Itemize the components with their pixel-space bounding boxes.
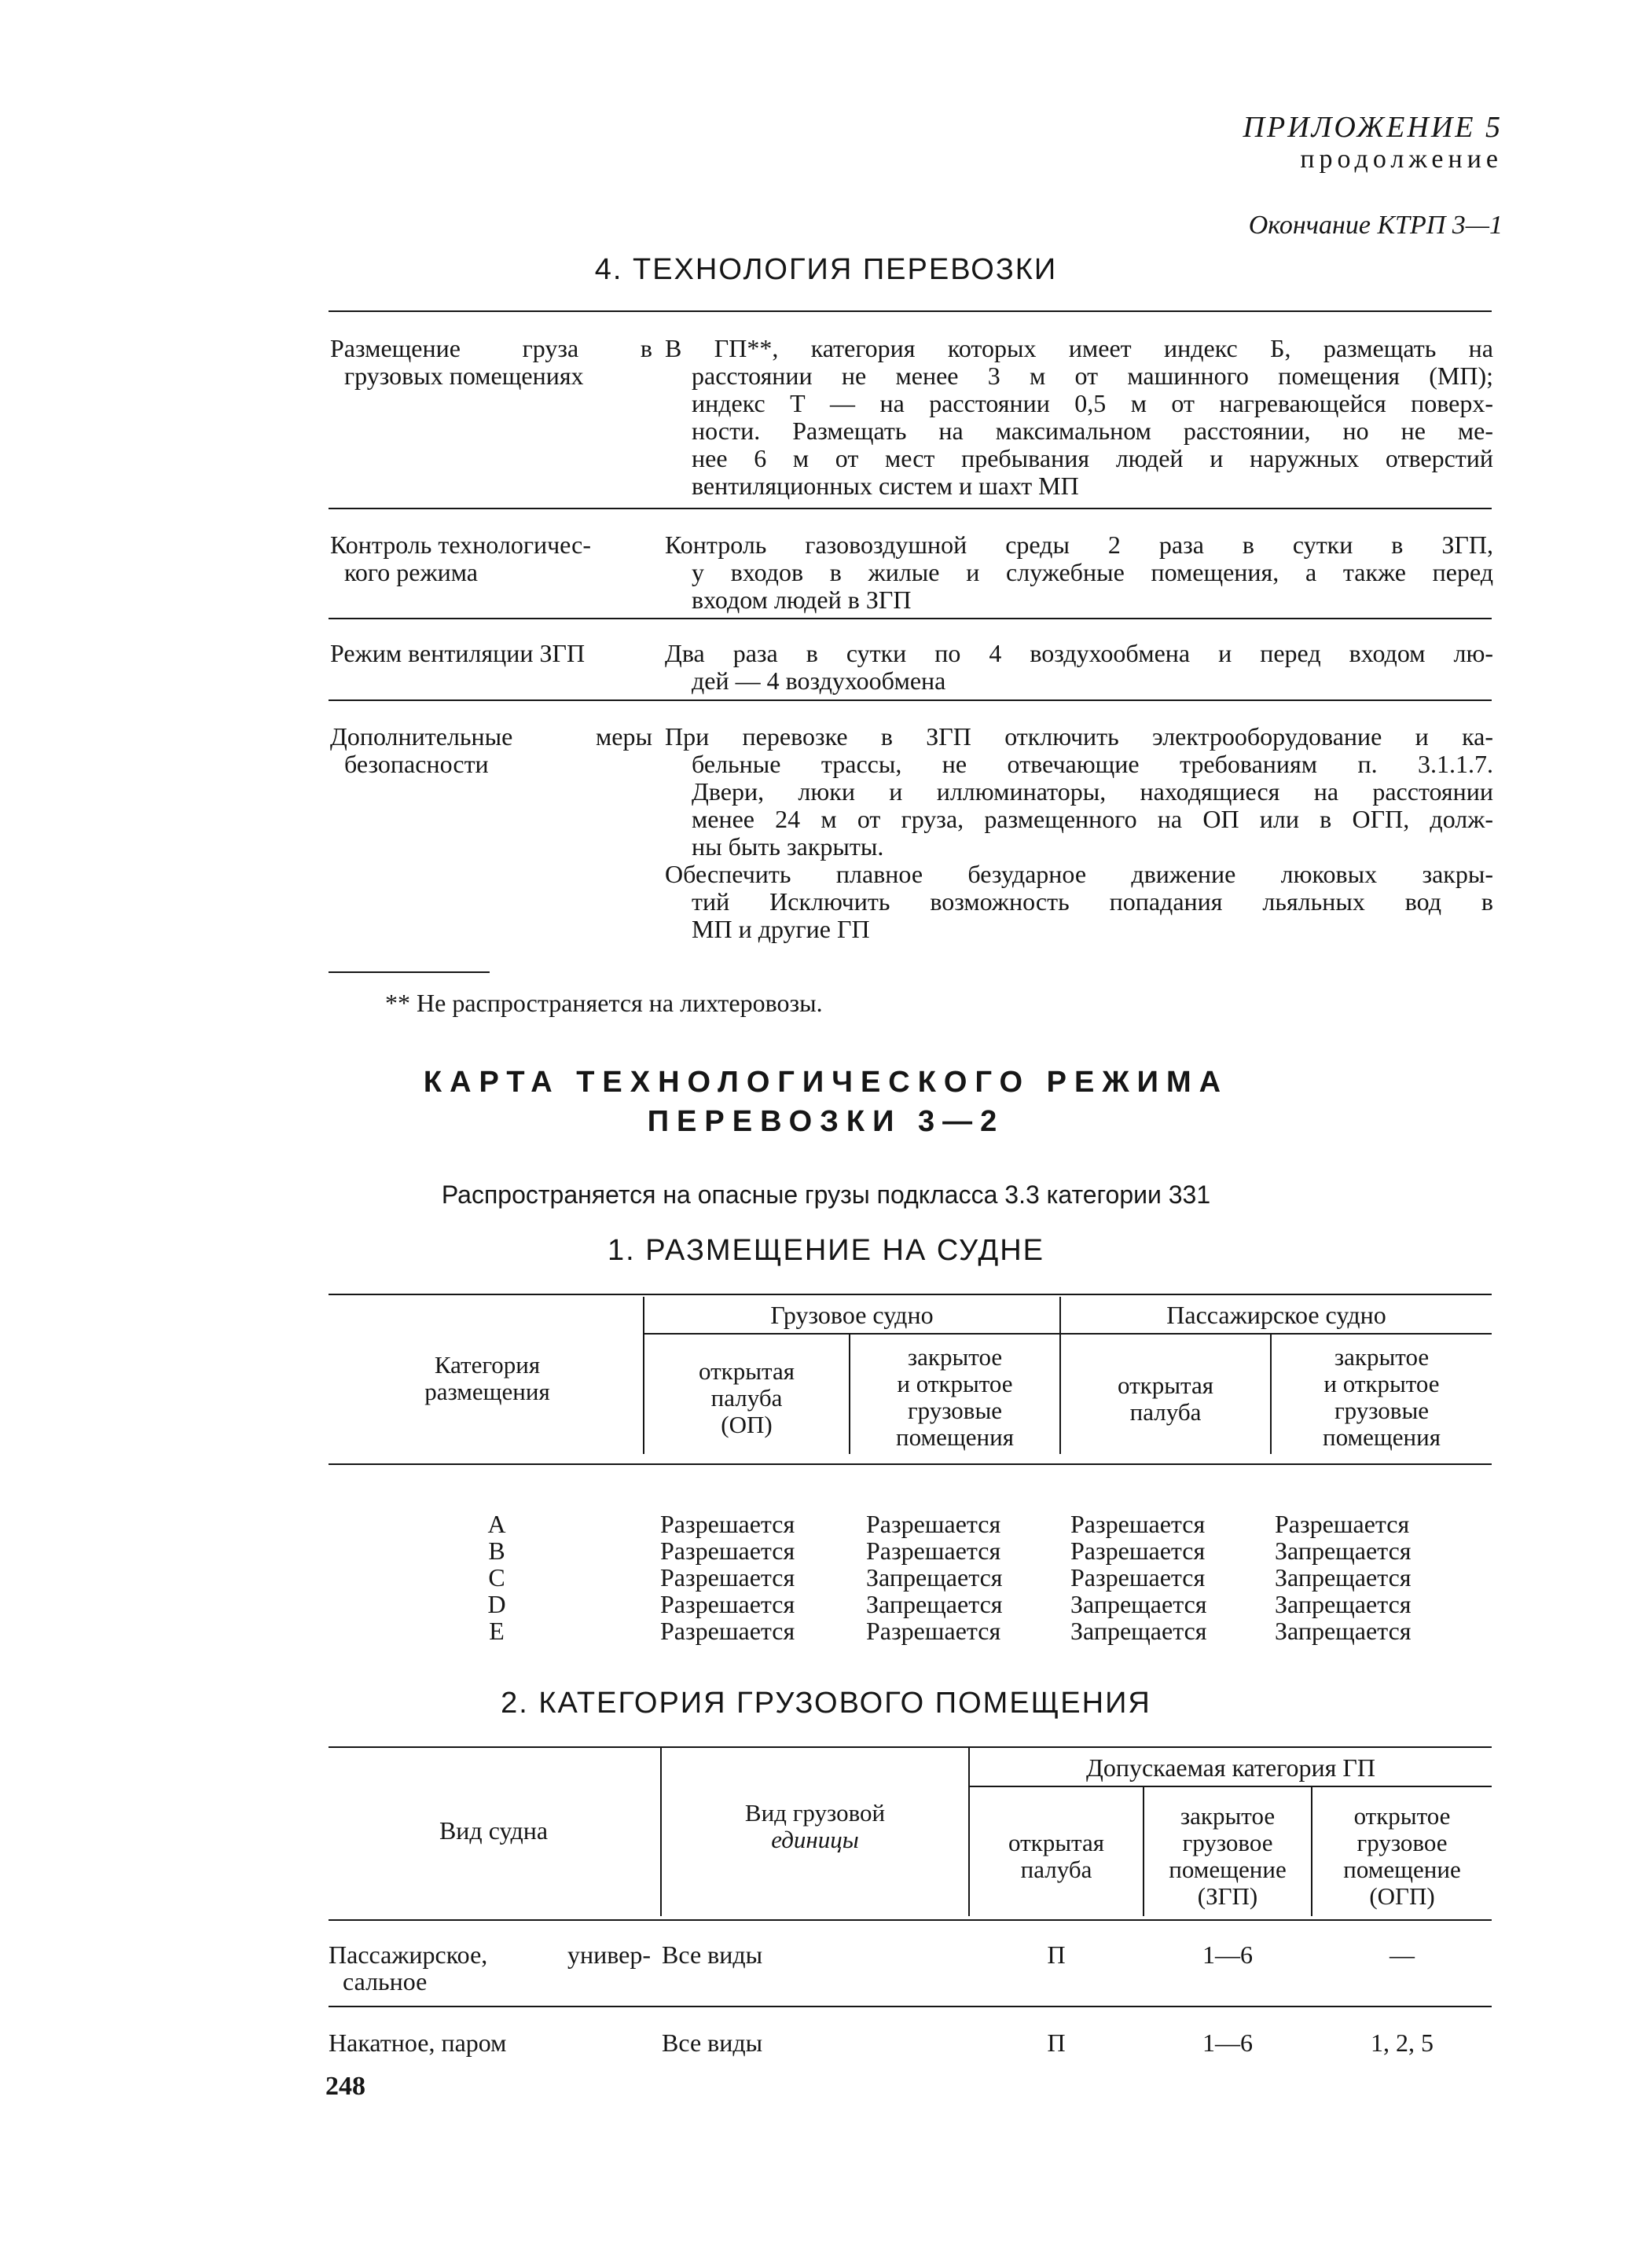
header-line: и открытое (897, 1370, 1013, 1397)
text-line: ны быть закрыты. (692, 832, 884, 861)
value-cell: Разрешается (866, 1617, 1001, 1645)
text-line: ности. Размещать на максимальном расстоянии, но не ме- (692, 417, 1493, 445)
ogp-cell: — (1390, 1940, 1415, 1969)
zgp-cell: 1—6 (1202, 1940, 1253, 1969)
page-number: 248 (325, 2072, 365, 2101)
row-label-line: безопасности (344, 750, 489, 778)
text-line: нее 6 м от мест пребывания людей и наружных отверстий (692, 444, 1493, 472)
ship-type-cell (329, 2029, 506, 2056)
row-label-control (330, 531, 652, 586)
header-line: размещения (424, 1378, 550, 1405)
text-line: Два раза в сутки по 4 воздухообмена и перед входом лю- (665, 639, 1493, 667)
row-divider (329, 508, 1492, 509)
value-cell: Запрещается (1275, 1590, 1412, 1618)
col-header-category (338, 1352, 637, 1405)
header-line: Вид грузовой (744, 1799, 886, 1827)
col-header-open-hold-ogp (1312, 1803, 1492, 1910)
header-line: (ОГП) (1369, 1882, 1435, 1910)
text-line: у входов в жилые и служебные помещения, а также перед (692, 558, 1493, 586)
value-cell: Разрешается (660, 1563, 795, 1592)
group-header-cargo-ship: Грузовое судно (770, 1301, 934, 1329)
text-line: бельные трассы, не отвечающие требованиям п. 3.1.1.7. (692, 750, 1493, 778)
value-cell: Разрешается (866, 1510, 1001, 1538)
header-line: открытое (1353, 1802, 1451, 1830)
text-line: расстоянии не менее 3 м от машинного помещения (МП); (692, 362, 1493, 390)
table2-header-bottom-rule (329, 1919, 1492, 1921)
text-line: входом людей в ЗГП (692, 586, 912, 614)
value-cell: Запрещается (1070, 1590, 1207, 1618)
header-line: помещение (1343, 1856, 1461, 1883)
value-cell: Разрешается (660, 1510, 795, 1538)
category-cell: C (488, 1563, 505, 1592)
text-line: индекс Т — на расстоянии 0,5 м от нагревающейся поверх- (692, 389, 1493, 417)
header-line: закрытое (907, 1343, 1003, 1371)
row-label-line: кого режима (344, 558, 478, 586)
row-label-placement (330, 335, 652, 390)
group-header-passenger-ship: Пассажирское судно (1166, 1301, 1386, 1329)
header-line: палуба (710, 1384, 783, 1412)
col-header-closed-holds (850, 1344, 1059, 1451)
col-header-closed-holds-passenger (1272, 1344, 1492, 1451)
col-header-open-deck-passenger (1061, 1372, 1270, 1426)
header-line: палуба (1020, 1856, 1092, 1883)
col-header-open-deck (644, 1358, 849, 1438)
footnote-rule (329, 971, 490, 973)
value-cell: Запрещается (1070, 1617, 1207, 1645)
col-header-cargo-unit (662, 1800, 968, 1853)
zgp-cell: 1—6 (1202, 2029, 1253, 2057)
category-cell: B (488, 1537, 505, 1565)
text-line: Контроль газовоздушной среды 2 раза в сутки в ЗГП, (665, 531, 1493, 559)
header-line: открытая (699, 1357, 795, 1385)
table-top-rule (329, 310, 1492, 312)
ship-type-cell (329, 1941, 651, 1995)
card-scope: Распространяется на опасные грузы подкласса 3.3 категории 331 (441, 1180, 1211, 1209)
row-label-line: грузовых помещениях (344, 362, 584, 390)
header-line: помещения (1323, 1423, 1441, 1451)
table1-top-rule (329, 1294, 1492, 1295)
card-title-line2: ПЕРЕВОЗКИ 3—2 (647, 1105, 1005, 1138)
col-header-open-deck-2 (970, 1830, 1143, 1883)
header-line: помещения (896, 1423, 1014, 1451)
col-header-ship-type: Вид судна (439, 1816, 549, 1845)
cell-line: сальное (343, 1967, 428, 1995)
cell-line: Пассажирское, универ- (329, 1940, 651, 1969)
footnote: ** Не распространяется на лихтеровозы. (385, 989, 823, 1017)
row-label-ventilation (330, 640, 652, 667)
text-line: МП и другие ГП (692, 915, 870, 943)
group-header-allowed-category: Допускаемая категория ГП (1086, 1753, 1375, 1782)
card-ending-label: Окончание КТРП 3—1 (1248, 211, 1503, 240)
text-line: Обеспечить плавное безударное движение люковых закры- (665, 860, 1493, 888)
category-cell: D (487, 1590, 506, 1618)
row-text-ventilation (665, 640, 1493, 695)
section-2-title: 2. КАТЕГОРИЯ ГРУЗОВОГО ПОМЕЩЕНИЯ (501, 1687, 1151, 1720)
value-cell: Разрешается (660, 1537, 795, 1565)
header-line: грузовые (1334, 1397, 1430, 1424)
header-line: (ЗГП) (1197, 1882, 1258, 1910)
header-line: грузовое (1182, 1829, 1273, 1856)
open-deck-cell: П (1047, 2029, 1066, 2057)
row-label-line: Дополнительные меры (330, 722, 652, 751)
header-line: открытая (1008, 1829, 1104, 1856)
header-line: и открытое (1323, 1370, 1440, 1397)
value-cell: Разрешается (1070, 1563, 1206, 1592)
header-line: палуба (1129, 1398, 1202, 1426)
row-text-safety (665, 723, 1493, 943)
table1-group-underline (643, 1333, 1059, 1335)
category-cell: A (487, 1510, 506, 1538)
card-title-line1: КАРТА ТЕХНОЛОГИЧЕСКОГО РЕЖИМА (423, 1066, 1229, 1099)
value-cell: Запрещается (866, 1590, 1003, 1618)
header-line: помещение (1169, 1856, 1287, 1883)
value-cell: Разрешается (1070, 1537, 1206, 1565)
table2-group-underline (970, 1786, 1492, 1787)
value-cell: Запрещается (1275, 1537, 1412, 1565)
text-line: дей — 4 воздухообмена (692, 666, 946, 695)
value-cell: Запрещается (1275, 1563, 1412, 1592)
section-4-title: 4. ТЕХНОЛОГИЯ ПЕРЕВОЗКИ (594, 253, 1058, 286)
value-cell: Разрешается (1275, 1510, 1410, 1538)
open-deck-cell: П (1047, 1940, 1066, 1969)
value-cell: Запрещается (1275, 1617, 1412, 1645)
text-line: тий Исключить возможность попадания льяльных вод в (692, 887, 1493, 916)
text-line: вентиляционных систем и шахт МП (692, 472, 1079, 500)
header-line: (ОП) (721, 1411, 773, 1438)
header-line: Категория (434, 1351, 541, 1379)
text-line: Двери, люки и иллюминаторы, находящиеся на расстоянии (692, 777, 1493, 806)
row-label-line: Режим вентиляции ЗГП (330, 639, 586, 667)
text-line: менее 24 м от груза, размещенного на ОП или в ОГП, долж- (692, 805, 1493, 833)
text-line: При перевозке в ЗГП отключить электрооборудование и ка- (665, 722, 1493, 751)
row-label-line: Контроль технологичес- (330, 531, 592, 559)
table1-header-bottom-rule (329, 1463, 1492, 1465)
header-line: закрытое (1334, 1343, 1430, 1371)
section-1-title: 1. РАЗМЕЩЕНИЕ НА СУДНЕ (607, 1234, 1045, 1267)
appendix-continuation: продолжение (1300, 145, 1503, 174)
row-label-safety (330, 723, 652, 778)
row-divider (329, 2006, 1492, 2007)
table1-group-underline (1061, 1333, 1492, 1335)
text-line: В ГП**, категория которых имеет индекс Б, размещать на (665, 334, 1493, 362)
cell-line: Накатное, паром (329, 2029, 507, 2057)
value-cell: Разрешается (866, 1537, 1001, 1565)
row-label-line: Размещение груза в (330, 334, 652, 362)
header-line: открытая (1118, 1371, 1213, 1399)
cargo-unit-cell: Все виды (662, 1940, 763, 1969)
row-text-control (665, 531, 1493, 614)
ogp-cell: 1, 2, 5 (1371, 2029, 1434, 2057)
value-cell: Разрешается (660, 1617, 795, 1645)
appendix-title: ПРИЛОЖЕНИЕ 5 (1243, 111, 1503, 144)
row-text-placement (665, 335, 1493, 500)
header-line: закрытое (1180, 1802, 1276, 1830)
col-header-closed-hold-zgp (1144, 1803, 1311, 1910)
value-cell: Запрещается (866, 1563, 1003, 1592)
value-cell: Разрешается (660, 1590, 795, 1618)
value-cell: Разрешается (1070, 1510, 1206, 1538)
row-divider (329, 699, 1492, 701)
category-cell: E (489, 1617, 505, 1645)
row-divider (329, 618, 1492, 619)
header-line: грузовое (1356, 1829, 1448, 1856)
table2-top-rule (329, 1746, 1492, 1748)
header-line: грузовые (907, 1397, 1003, 1424)
cargo-unit-cell: Все виды (662, 2029, 763, 2057)
header-line: единицы (771, 1826, 859, 1853)
